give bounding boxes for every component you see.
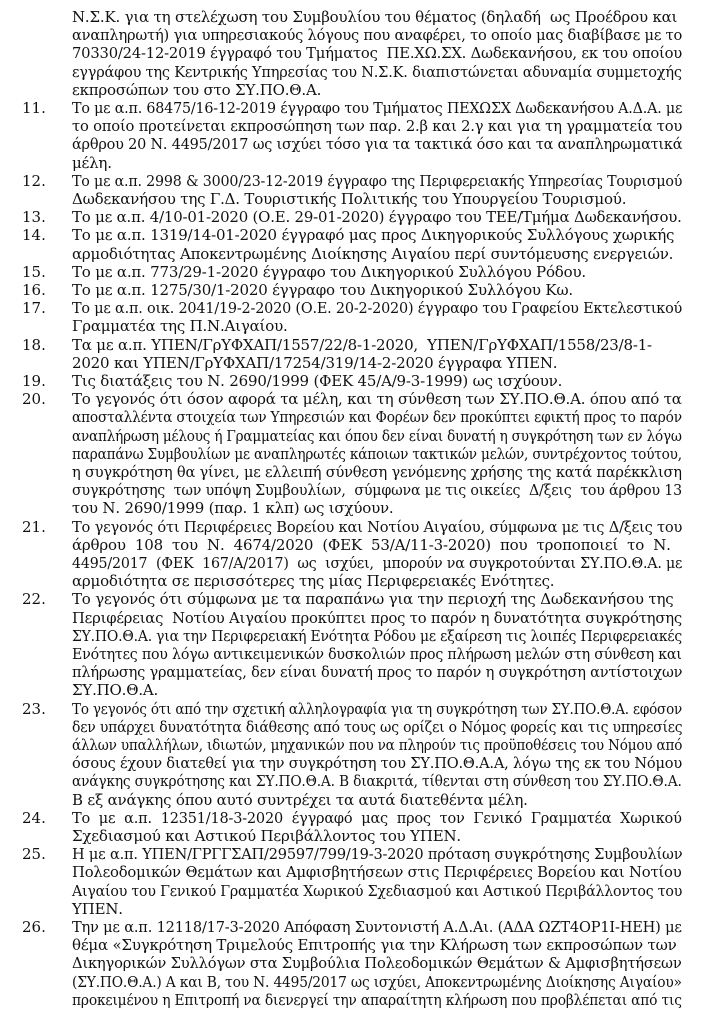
text-line: εκπροσώπων του στο ΣΥ.ΠΟ.Θ.Α. xyxy=(72,80,322,99)
text-line: Το γεγονός ότι όσον αφορά τα μέλη, και τη σύνθεση των ΣΥ.ΠΟ.Θ.Α. όπου από τα xyxy=(72,390,682,409)
item-number: 15. xyxy=(22,262,46,281)
text-line: ΣΥ.ΠΟ.Θ.Α. xyxy=(72,681,159,700)
text-line: εγγράφου της Κεντρικής Υπηρεσίας του Ν.Σ.Κ. διαπιστώνεται αδυναμία συμμετοχής xyxy=(72,62,682,81)
text-line: Το με α.π. 1275/30/1-2020 έγγραφο του Δικηγορικού Συλλόγου Κω. xyxy=(72,281,573,299)
text-line: Τις διατάξεις του Ν. 2690/1999 (ΦΕΚ 45/Α/9-3-1999) ως ισχύουν. xyxy=(72,372,563,390)
text-line: προκειμένου η Επιτροπή να διενεργεί την απαραίτητη κλήρωση που προβλέπεται από τις xyxy=(72,990,682,1009)
item-number: 26. xyxy=(22,918,46,936)
text-line: Ν.Σ.Κ. για τη στελέχωση του Συμβουλίου του θέματος (δηλαδή ως Προέδρου και xyxy=(72,8,678,26)
text-line: Αιγαίου του Γενικού Γραμματέα Χωρικού Σχεδιασμού και Αστικού Περιβάλλοντος του xyxy=(72,881,683,900)
text-line: θέμα «Συγκρότηση Τριμελούς Επιτροπής για την Κλήρωση των εκπροσώπων των xyxy=(72,936,677,955)
text-line: Το με α.π. 1319/14-01-2020 έγγραφό μας προς Δικηγορικούς Συλλόγους χωρικής xyxy=(72,226,675,245)
text-line: άρθρου 108 του Ν. 4674/2020 (ΦΕΚ 53/Α/11-3-2020) που τροποποιεί το Ν. xyxy=(72,535,671,554)
item-number: 20. xyxy=(22,390,46,409)
item-number: 16. xyxy=(22,281,46,299)
text-line: Το γεγονός ότι Περιφέρειες Βορείου και Νοτίου Αιγαίου, σύμφωνα με τις Δ/ξεις του xyxy=(72,517,683,536)
text-line: 2020 και ΥΠΕΝ/ΓρΥΦΧΑΠ/17254/319/14-2-2020 έγγραφα ΥΠΕΝ. xyxy=(72,353,558,372)
item-number: 11. xyxy=(22,99,46,117)
text-line: Το με α.π. 2998 & 3000/23-12-2019 έγγραφο της Περιφερειακής Υπηρεσίας Τουρισμού xyxy=(72,171,683,190)
text-line: Το με α.π. οικ. 2041/19-2-2020 (Ο.Ε. 20-2-2020) έγγραφο του Γραφείου Εκτελεστικού xyxy=(72,299,683,318)
text-line: 70330/24-12-2019 έγγραφό του Τμήματος ΠΕ.ΧΩ.ΣΧ. Δωδεκανήσου, εκ του οποίου xyxy=(72,44,683,63)
text-line: του Ν. 2690/1999 (παρ. 1 κλπ) ως ισχύουν. xyxy=(72,499,394,518)
text-line: Δωδεκανήσου της Γ.Δ. Τουριστικής Πολιτικής του Υπουργείου Τουρισμού. xyxy=(72,190,627,208)
text-line: αρμοδιότητας Αποκεντρωμένης Διοίκησης Αιγαίου περί συντόμευσης ενεργειών. xyxy=(72,244,674,263)
item-number: 14. xyxy=(22,226,46,245)
text-line: αποσταλλέντα στοιχεία των Υπηρεσιών και Φορέων δεν προκύπτει εφικτή προς το παρόν xyxy=(72,408,682,427)
item-number: 13. xyxy=(22,208,46,227)
item-number: 22. xyxy=(22,590,46,609)
text-line: αναπλήρωση μέλους ή Γραμματείας και όπου δεν είναι δυνατή η συγκρότηση των εν λόγω xyxy=(72,426,682,445)
item-number: 18. xyxy=(22,335,46,354)
text-line: Περιφέρειας Νοτίου Αιγαίου προκύπτει προς το παρόν η δυνατότητα συγκρότησης xyxy=(72,608,682,627)
text-line: Β εξ ανάγκης όπου αυτό συντρέχει τα αυτά διατεθέντα μέλη. xyxy=(72,790,528,809)
text-line: αναπληρωτή) για υπηρεσιακούς λόγους που αναφέρει, το οποίο μας διαβίβασε με το xyxy=(72,26,683,45)
text-line: Σχεδιασμού και Αστικού Περιβάλλοντος του ΥΠΕΝ. xyxy=(72,827,461,845)
text-line: Την με α.π. 12118/17-3-2020 Απόφαση Συντονιστή Α.Δ.Αι. (ΑΔΑ ΩΖΤ4ΟΡ1Ι-ΗΕΗ) με xyxy=(72,918,682,936)
text-line: ΣΥ.ΠΟ.Θ.Α. για την Περιφερειακή Ενότητα Ρόδου με εξαίρεση τις λοιπές Περιφερειακές xyxy=(72,626,683,645)
text-line: ανάγκης συγκρότησης και ΣΥ.ΠΟ.Θ.Α. Β διακριτά, τίθενται στη σύνθεση του ΣΥ.ΠΟ.Θ.Α. xyxy=(72,772,682,791)
text-line: Ενότητες που λόγω αντικειμενικών δυσκολιών προς πλήρωση μελών στη σύνθεση και xyxy=(72,645,682,663)
text-line: Η με α.π. ΥΠΕΝ/ΓΡΓΓΣΑΠ/29597/799/19-3-2020 πρόταση συγκρότησης Συμβουλίων xyxy=(72,845,683,864)
text-line: πλήρωσης γραμματείας, δεν είναι δυνατή προς το παρόν η συγκρότηση αντίστοιχων xyxy=(72,663,683,682)
text-line: ΥΠΕΝ. xyxy=(72,899,123,918)
text-line: δεν υπάρχει δυνατότητα διάθεσης από τους ως ορίζει ο Νόμος φορείς και τις υπηρεσίες xyxy=(72,717,683,736)
text-line: 4495/2017 (ΦΕΚ 167/Α/2017) ως ισχύει, μπορούν να συγκροτούνται ΣΥ.ΠΟ.Θ.Α. με xyxy=(72,554,683,572)
text-line: άλλων υπαλλήλων, ιδιωτών, μηχανικών που να πληρούν τις προϋποθέσεις του Νόμου από xyxy=(72,736,683,754)
item-number: 21. xyxy=(22,517,46,536)
item-number: 12. xyxy=(22,171,46,190)
item-number: 17. xyxy=(22,299,46,318)
text-line: Δικηγορικών Συλλόγων στα Συμβούλια Πολεοδομικών Θεμάτων & Αμφισβητήσεων xyxy=(72,954,682,973)
item-number: 24. xyxy=(22,808,46,827)
text-line: η συγκρότηση θα γίνει, με ελλειπή σύνθεση γενόμενης χρήσης της κατά παρέκκλιση xyxy=(72,463,682,481)
text-line: Γραμματέα της Π.Ν.Αιγαίου. xyxy=(72,317,288,336)
text-line: συγκρότησης των υπόψη Συμβουλίων, σύμφωνα με τις οικείες Δ/ξεις του άρθρου 13 xyxy=(72,481,682,500)
text-line: Τα με α.π. ΥΠΕΝ/ΓρΥΦΧΑΠ/1557/22/8-1-2020, ΥΠΕΝ/ΓρΥΦΧΑΠ/1558/23/8-1- xyxy=(72,335,652,354)
text-line: άρθρου 20 Ν. 4495/2017 ως ισχύει τόσο για τα τακτικά όσο και τα αναπληρωματικά xyxy=(72,135,683,154)
text-line: όσους έχουν διατεθεί για την συγκρότηση του ΣΥ.ΠΟ.Θ.Α.Α, λόγω της εκ του Νόμου xyxy=(72,754,683,773)
text-line: Πολεοδομικών Θεμάτων και Αμφισβητήσεων στις Περιφέρειες Βορείου και Νοτίου xyxy=(72,863,682,882)
text-line: (ΣΥ.ΠΟ.Θ.Α.) Α και Β, του Ν. 4495/2017 ως ισχύει, Αποκεντρωμένης Διοίκησης Αιγαίου» xyxy=(72,972,682,991)
text-line: μέλη. xyxy=(72,153,112,172)
text-line: το οποίο προτείνεται εκπροσώπηση των παρ. 2.β και 2.γ και για τη γραμματεία του xyxy=(72,117,683,136)
text-line: Το με α.π. 4/10-01-2020 (Ο.Ε. 29-01-2020) έγγραφο του ΤΕΕ/Τμήμα Δωδεκανήσου. xyxy=(72,208,682,227)
item-number: 23. xyxy=(22,699,46,718)
text-line: Το με α.π. 68475/16-12-2019 έγγραφο του Τμήματος ΠΕΧΩΣΧ Δωδεκανήσου Α.Δ.Α. με xyxy=(72,99,683,117)
text-line: Το με α.π. 12351/18-3-2020 έγγραφό μας προς τον Γενικό Γραμματέα Χωρικού xyxy=(72,808,682,827)
text-line: παραπάνω Συμβουλίων με αναπληρωτές κάποιων τακτικών μελών, συντρέχοντος τούτου, xyxy=(72,444,682,463)
text-line: Το γεγονός ότι σύμφωνα με τα παραπάνω για την περιοχή της Δωδεκανήσου της xyxy=(72,590,674,609)
text-line: Το με α.π. 773/29-1-2020 έγγραφο του Δικηγορικού Συλλόγου Ρόδου. xyxy=(72,262,586,281)
item-number: 19. xyxy=(22,372,46,390)
text-line: αρμοδιότητα σε περισσότερες της μίας Περιφερειακές Ενότητες. xyxy=(72,572,555,591)
text-line: Το γεγονός ότι από την σχετική αλληλογραφία για τη συγκρότηση των ΣΥ.ΠΟ.Θ.Α. εφόσον xyxy=(72,699,683,718)
item-number: 25. xyxy=(22,845,46,864)
